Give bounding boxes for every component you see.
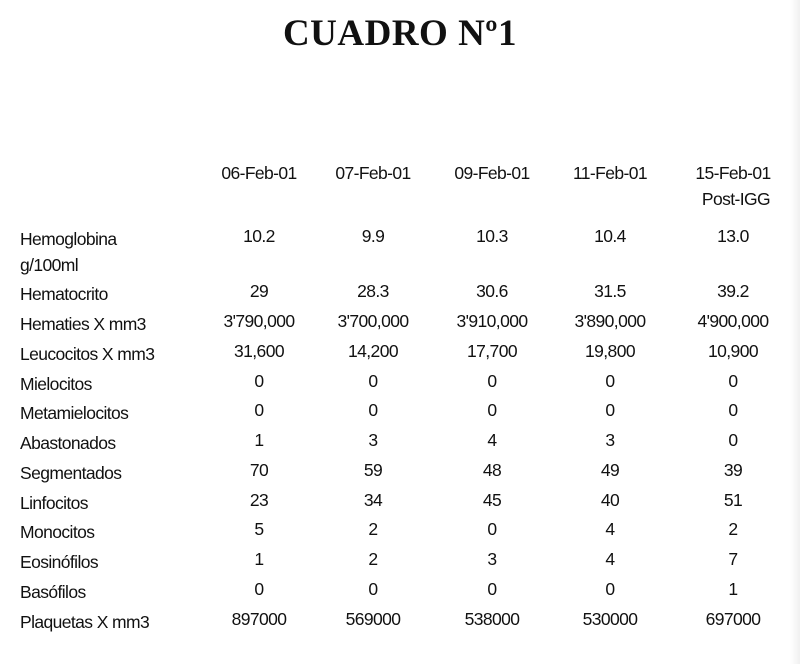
table-cell: 0 <box>728 430 738 450</box>
row-label-text: Leucocitos X mm3 <box>20 344 155 364</box>
row-label-text: Linfocitos <box>20 493 88 513</box>
table-cell: 49 <box>600 460 620 480</box>
table-cell: 4 <box>605 519 615 539</box>
row-label-text: Monocitos <box>20 522 95 542</box>
table-cell: 3 <box>605 430 615 450</box>
table-cell: 10.3 <box>476 226 508 246</box>
table-cell: 1 <box>254 430 264 450</box>
row-label <box>20 402 128 424</box>
table-cell: 697000 <box>705 609 761 629</box>
table-cell: 0 <box>368 579 378 599</box>
table-cell: 9.9 <box>361 226 385 246</box>
table-cell: 0 <box>254 400 264 420</box>
table-cell: 19,800 <box>585 341 635 361</box>
row-label <box>20 611 149 633</box>
column-header <box>308 162 438 184</box>
column-date: 11-Feb-01 <box>572 163 648 183</box>
table-cell: 1 <box>728 579 738 599</box>
row-label <box>20 521 94 543</box>
table-cell: 4 <box>487 430 497 450</box>
row-label-text: Basófilos <box>20 582 86 602</box>
table-cell: 3'890,000 <box>574 311 646 331</box>
table-cell: 39.2 <box>717 281 749 301</box>
table-cell: 0 <box>487 519 497 539</box>
row-label <box>20 228 117 276</box>
row-label <box>20 462 121 484</box>
table-cell: 0 <box>487 371 497 391</box>
column-header <box>668 162 798 210</box>
table-cell: 3'910,000 <box>456 311 528 331</box>
table-cell: 31,600 <box>234 341 284 361</box>
row-label <box>20 492 88 514</box>
table-cell: 70 <box>249 460 269 480</box>
table-cell: 0 <box>728 371 738 391</box>
table-cell: 51 <box>723 490 743 510</box>
table-cell: 3'700,000 <box>337 311 409 331</box>
table-cell: 0 <box>368 371 378 391</box>
row-label-text: Segmentados <box>20 463 122 483</box>
table-cell: 0 <box>605 579 615 599</box>
table-cell: 3 <box>487 549 497 569</box>
row-label-text: Hemoglobina <box>20 229 117 249</box>
table-cell: 39 <box>723 460 743 480</box>
scan-edge <box>790 0 800 664</box>
row-label <box>20 373 92 395</box>
table-cell: 2 <box>728 519 738 539</box>
row-sublabel: g/100ml <box>20 255 79 275</box>
row-label <box>20 581 86 603</box>
table-cell: 10.2 <box>243 226 275 246</box>
table-cell: 0 <box>254 371 264 391</box>
table-cell: 29 <box>249 281 269 301</box>
table-cell: 59 <box>363 460 383 480</box>
table-cell: 0 <box>605 400 615 420</box>
table-cell: 1 <box>254 549 264 569</box>
table-cell: 0 <box>254 579 264 599</box>
row-label <box>20 551 98 573</box>
column-date: 06-Feb-01 <box>221 163 297 183</box>
row-label-text: Hematies X mm3 <box>20 314 146 334</box>
table-cell: 0 <box>368 400 378 420</box>
table-cell: 10.4 <box>594 226 626 246</box>
column-header <box>427 162 557 184</box>
row-label-text: Hematocrito <box>20 284 108 304</box>
table-cell: 30.6 <box>476 281 508 301</box>
column-date: 09-Feb-01 <box>454 163 530 183</box>
table-cell: 34 <box>363 490 383 510</box>
table-cell: 3 <box>368 430 378 450</box>
table-cell: 28.3 <box>357 281 389 301</box>
table-cell: 0 <box>728 400 738 420</box>
table-cell: 31.5 <box>594 281 626 301</box>
table-cell: 2 <box>368 519 378 539</box>
column-date: 07-Feb-01 <box>335 163 411 183</box>
column-header <box>194 162 324 184</box>
row-label-text: Eosinófilos <box>20 552 99 572</box>
table-cell: 13.0 <box>717 226 749 246</box>
table-cell: 538000 <box>464 609 520 629</box>
column-date: 15-Feb-01 <box>695 163 771 183</box>
table-cell: 23 <box>249 490 269 510</box>
table-cell: 10,900 <box>708 341 758 361</box>
table-cell: 0 <box>487 579 497 599</box>
table-cell: 17,700 <box>467 341 517 361</box>
row-label <box>20 432 116 454</box>
table-cell: 48 <box>482 460 502 480</box>
column-note: Post-IGG <box>701 189 771 209</box>
column-header <box>545 162 675 184</box>
table-cell: 897000 <box>231 609 287 629</box>
table-cell: 45 <box>482 490 502 510</box>
table-cell: 5 <box>254 519 264 539</box>
row-label-text: Abastonados <box>20 433 116 453</box>
table-cell: 530000 <box>582 609 638 629</box>
row-label <box>20 313 146 335</box>
table-cell: 4'900,000 <box>697 311 769 331</box>
table-cell: 14,200 <box>348 341 398 361</box>
table-cell: 7 <box>728 549 738 569</box>
row-label-text: Mielocitos <box>20 374 92 394</box>
row-label <box>20 283 108 305</box>
table-cell: 0 <box>605 371 615 391</box>
row-label-text: Metamielocitos <box>20 403 129 423</box>
table-cell: 4 <box>605 549 615 569</box>
row-label <box>20 343 154 365</box>
table-cell: 3'790,000 <box>223 311 295 331</box>
table-cell: 2 <box>368 549 378 569</box>
table-cell: 0 <box>487 400 497 420</box>
table-cell: 40 <box>600 490 620 510</box>
row-label-text: Plaquetas X mm3 <box>20 612 150 632</box>
table-cell: 569000 <box>345 609 401 629</box>
page-title: CUADRO Nº1 <box>282 13 518 54</box>
